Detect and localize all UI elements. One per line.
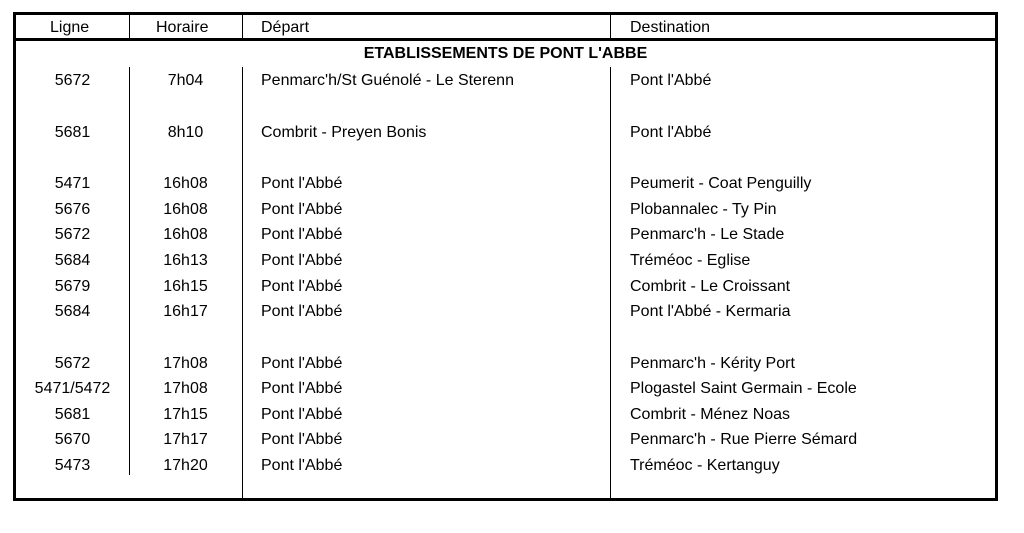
table-row — [16, 454, 995, 478]
cell-destination: Combrit - Le Croissant — [630, 278, 791, 295]
table-row — [16, 198, 995, 222]
cell-horaire: 17h20 — [163, 457, 208, 474]
cell-ligne: 5681 — [54, 124, 91, 141]
header-destination: Destination — [630, 19, 711, 36]
cell-destination: Penmarc'h - Kérity Port — [630, 355, 795, 372]
cell-ligne: 5473 — [54, 457, 91, 474]
table-row — [16, 249, 995, 273]
cell-destination: Combrit - Ménez Noas — [630, 406, 791, 423]
cell-ligne: 5672 — [54, 226, 91, 243]
cell-ligne: 5684 — [54, 303, 91, 320]
cell-horaire: 17h15 — [163, 406, 208, 423]
cell-depart: Pont l'Abbé — [261, 175, 343, 192]
cell-horaire: 17h17 — [163, 431, 208, 448]
table-row — [16, 121, 995, 145]
cell-destination: Penmarc'h - Le Stade — [630, 226, 785, 243]
cell-depart: Pont l'Abbé — [261, 457, 343, 474]
cell-horaire: 16h15 — [163, 278, 208, 295]
header-depart: Départ — [261, 19, 310, 36]
cell-horaire: 17h08 — [163, 380, 208, 397]
cell-depart: Pont l'Abbé — [261, 278, 343, 295]
cell-depart: Combrit - Preyen Bonis — [261, 124, 427, 141]
cell-destination: Plobannalec - Ty Pin — [630, 201, 777, 218]
cell-depart: Pont l'Abbé — [261, 201, 343, 218]
cell-horaire: 8h10 — [167, 124, 204, 141]
cell-depart: Pont l'Abbé — [261, 431, 343, 448]
cell-horaire: 17h08 — [163, 355, 208, 372]
table-header — [16, 15, 995, 41]
cell-ligne: 5681 — [54, 406, 91, 423]
cell-ligne: 5672 — [54, 355, 91, 372]
cell-horaire: 16h08 — [163, 175, 208, 192]
cell-depart: Penmarc'h/St Guénolé - Le Sterenn — [261, 72, 514, 89]
header-divider — [242, 15, 243, 38]
cell-destination: Tréméoc - Eglise — [630, 252, 751, 269]
table-row — [16, 275, 995, 299]
header-horaire: Horaire — [156, 19, 209, 36]
cell-depart: Pont l'Abbé — [261, 303, 343, 320]
cell-horaire: 16h17 — [163, 303, 208, 320]
cell-destination: Pont l'Abbé - Kermaria — [630, 303, 791, 320]
cell-ligne: 5670 — [54, 431, 91, 448]
table-row — [16, 377, 995, 401]
cell-destination: Tréméoc - Kertanguy — [630, 457, 780, 474]
header-ligne: Ligne — [50, 19, 90, 36]
cell-depart: Pont l'Abbé — [261, 406, 343, 423]
cell-destination: Pont l'Abbé — [630, 72, 712, 89]
cell-ligne: 5471 — [54, 175, 91, 192]
cell-depart: Pont l'Abbé — [261, 252, 343, 269]
schedule-table — [13, 12, 998, 501]
cell-destination: Peumerit - Coat Penguilly — [630, 175, 812, 192]
header-divider — [610, 15, 611, 38]
cell-ligne: 5676 — [54, 201, 91, 218]
cell-destination: Pont l'Abbé — [630, 124, 712, 141]
table-row — [16, 172, 995, 196]
cell-horaire: 7h04 — [167, 72, 204, 89]
cell-ligne: 5471/5472 — [34, 380, 111, 397]
cell-horaire: 16h08 — [163, 226, 208, 243]
cell-ligne: 5679 — [54, 278, 91, 295]
table-row — [16, 403, 995, 427]
header-divider — [129, 15, 130, 38]
table-row — [16, 300, 995, 324]
table-row — [16, 223, 995, 247]
table-row — [16, 428, 995, 452]
table-row — [16, 352, 995, 376]
cell-destination: Penmarc'h - Rue Pierre Sémard — [630, 431, 858, 448]
table-row — [16, 69, 995, 93]
cell-depart: Pont l'Abbé — [261, 226, 343, 243]
cell-horaire: 16h08 — [163, 201, 208, 218]
cell-depart: Pont l'Abbé — [261, 355, 343, 372]
cell-ligne: 5672 — [54, 72, 91, 89]
cell-ligne: 5684 — [54, 252, 91, 269]
cell-horaire: 16h13 — [163, 252, 208, 269]
section-title: ETABLISSEMENTS DE PONT L'ABBE — [363, 45, 648, 62]
cell-destination: Plogastel Saint Germain - Ecole — [630, 380, 857, 397]
cell-depart: Pont l'Abbé — [261, 380, 343, 397]
